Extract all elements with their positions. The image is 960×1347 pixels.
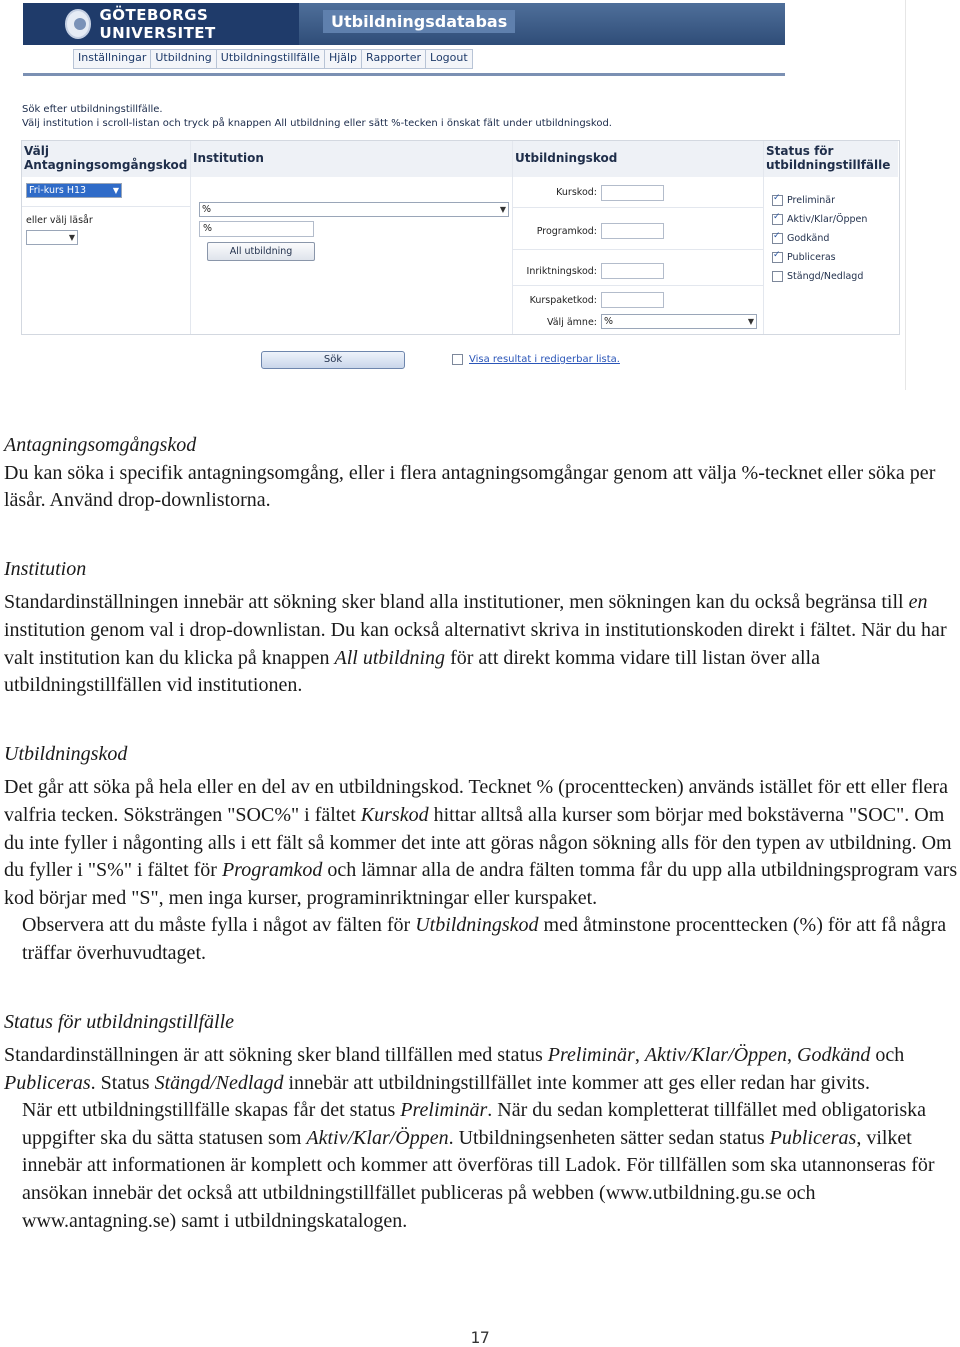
divider: [513, 207, 763, 208]
kurspaket-label: Kurspaketkod:: [529, 295, 597, 306]
emphasis: Kurskod: [360, 803, 429, 826]
seal-icon: [65, 9, 91, 39]
education-code-header: Utbildningskod: [513, 141, 763, 177]
checkbox-checked-icon[interactable]: [772, 252, 783, 263]
divider: [22, 206, 190, 207]
menu-utbildningstillfalle[interactable]: Utbildningstillfälle: [217, 50, 325, 68]
page-number: 17: [470, 1328, 490, 1347]
checkbox-checked-icon[interactable]: [772, 233, 783, 244]
status-preliminar[interactable]: [772, 195, 835, 206]
status-label: Preliminär: [787, 195, 836, 206]
status-column-header: [764, 141, 898, 177]
emphasis: Godkänd: [797, 1044, 871, 1067]
round-select-value: Fri-kurs H13: [29, 185, 87, 196]
kurskod-label: Kurskod:: [556, 187, 597, 198]
chevron-down-icon: ▼: [68, 233, 75, 242]
status-label: Aktiv/Klar/Öppen: [787, 214, 868, 225]
emphasis: All utbildning: [334, 646, 446, 669]
text-span: När ett utbildningstillfälle skapas får det status: [22, 1099, 401, 1122]
kurspaket-input[interactable]: [601, 292, 664, 308]
text-span: . Status: [90, 1071, 155, 1094]
heading-institution: Institution: [4, 557, 87, 580]
institution-select[interactable]: [199, 202, 509, 217]
text-span: och lämnar alla de andra fälten tomma får du upp alla utbildningsprogram vars kod börjar med "S", men inga kurser, programinriktningar eller kurspaket.: [4, 859, 958, 909]
para-antagning: Du kan söka i specifik antagningsomgång, eller i flera antagningsomgångar genom att välja %-tecknet eller söka per läsår. Använd drop-downlistorna.: [4, 461, 936, 512]
all-education-button[interactable]: All utbildning: [207, 242, 315, 261]
divider: [513, 249, 763, 250]
amne-select[interactable]: [601, 314, 757, 329]
text-span: hittar alltså alla kurser som börjar med bokstäverna "SOC". Om du inte fyller i någonting alls i ett fält så kommer det inte att göras någon sökning alls för den typen av utbildning. Om du fyller i "S%" i fältet för: [4, 803, 952, 882]
search-button[interactable]: Sök: [261, 351, 405, 369]
round-header-line1: Välj: [24, 144, 49, 158]
text-span: . När du sedan kompletterat tillfället med obligatoriska uppgifter ska du sätta statusen som: [22, 1099, 927, 1149]
year-select[interactable]: [26, 230, 78, 245]
text-span: och: [870, 1044, 905, 1067]
emphasis: Aktiv/Klar/Öppen: [306, 1126, 449, 1149]
institution-select-value: %: [202, 204, 212, 215]
text-span: Standardinställningen innebär att sökning sker bland alla institutioner, men sökningen kan du också begränsa till: [4, 591, 909, 614]
app-banner: [23, 3, 785, 77]
status-header-line1: Status för: [766, 144, 834, 158]
status-label: Publiceras: [787, 252, 836, 263]
emphasis: Preliminär: [400, 1099, 488, 1122]
figure-border: [905, 0, 906, 390]
main-menu: [73, 49, 473, 69]
inriktning-input[interactable]: [601, 263, 664, 279]
text-span: Observera att du måste fylla i något av fälten för: [22, 914, 416, 937]
heading-status: Status för utbildningstillfälle: [4, 1010, 235, 1033]
para-institution: [4, 589, 960, 699]
menu-hjalp[interactable]: Hjälp: [325, 50, 362, 68]
emphasis: en: [908, 591, 928, 614]
university-name: GÖTEBORGS UNIVERSITET: [99, 6, 216, 42]
round-header-line2: Antagningsomgångskod: [24, 158, 188, 172]
round-column: [22, 141, 191, 334]
text-span: ,: [787, 1044, 798, 1067]
text-span: ,: [634, 1044, 645, 1067]
menu-logout[interactable]: Logout: [430, 51, 468, 64]
emphasis: Stängd/Nedlagd: [154, 1071, 284, 1094]
text-span: . Utbildningsenheten sätter sedan status: [448, 1126, 770, 1149]
menu-installningar[interactable]: Inställningar: [74, 50, 151, 68]
search-instructions: [22, 103, 612, 131]
status-publiceras[interactable]: [772, 252, 836, 263]
education-code-column: [513, 141, 764, 334]
inriktning-label: Inriktningskod:: [526, 266, 597, 277]
chevron-down-icon: ▼: [112, 186, 119, 195]
text-span: Standardinställningen är att sökning sker bland tillfällen med status: [4, 1044, 548, 1067]
checkbox-checked-icon[interactable]: [772, 195, 783, 206]
status-label: Godkänd: [787, 233, 830, 244]
status-stangd[interactable]: [772, 271, 863, 282]
para-utbildningskod-2: [4, 912, 960, 967]
search-form: [21, 140, 900, 335]
institution-column: [191, 141, 513, 334]
chevron-down-icon: ▼: [747, 317, 754, 326]
status-aktiv[interactable]: [772, 214, 867, 225]
emphasis: Publiceras: [769, 1126, 857, 1149]
chevron-down-icon: ▼: [499, 205, 506, 214]
screenshot-figure: [0, 0, 960, 400]
divider: [513, 285, 763, 286]
status-column: [764, 141, 898, 334]
emphasis: Publiceras: [4, 1071, 91, 1094]
text-span: institution genom val i drop-downlistan. Du kan också alternativt skriva in institutionskoden direkt i fältet. När du har valt institution kan du klicka på knappen: [4, 618, 947, 669]
emphasis: Preliminär: [547, 1044, 635, 1067]
status-godkand[interactable]: [772, 233, 829, 244]
text-span: , vilket innebär att informationen är komplett och kommer att överföras till Ladok. För tillfällen som ska utannonseras för ansökan innebär det också att utbildningstillfället publiceras på webben (www.utbildning.gu.se och www.antagning.se) samt i utbildningskatalogen.: [22, 1126, 935, 1232]
round-select[interactable]: [26, 183, 122, 198]
year-label: eller välj läsår: [26, 215, 93, 226]
instruction-line-1: Sök efter utbildningstillfälle.: [22, 104, 163, 115]
text-span: Det går att söka på hela eller en del av en utbildningskod. Tecknet % (procenttecken) används istället för ett eller flera valfria tecken. Söksträngen "SOC%" i fältet: [4, 776, 948, 826]
checkbox-unchecked-icon[interactable]: [452, 354, 463, 365]
status-header-line2: utbildningstillfälle: [766, 158, 891, 172]
emphasis: Aktiv/Klar/Öppen: [644, 1044, 788, 1067]
emphasis: Utbildningskod: [415, 914, 539, 937]
text-span: innebär att utbildningstillfället inte kommer att ges eller redan har givits.: [283, 1071, 870, 1094]
document-body: [4, 432, 960, 1235]
round-column-header: [22, 141, 190, 177]
programkod-label: Programkod:: [536, 226, 597, 237]
para-utbildningskod-1: [4, 774, 960, 912]
instruction-line-2: Välj institution i scroll-listan och tryck på knappen All utbildning eller sätt %-tecken i önskat fält under utbildningskod.: [22, 118, 612, 129]
institution-input[interactable]: %: [199, 221, 314, 237]
database-title: Utbildningsdatabas: [323, 10, 515, 33]
menu-divider: [23, 73, 785, 76]
programkod-input[interactable]: [601, 223, 664, 239]
para-status-2: [4, 1097, 960, 1235]
text-span: med åtminstone procenttecken (%) för att få några träffar överhuvudtaget.: [22, 914, 947, 964]
menu-rapporter[interactable]: Rapporter: [362, 50, 426, 68]
emphasis: Programkod: [221, 859, 323, 882]
university-logo: [23, 3, 299, 45]
kurskod-input[interactable]: [601, 185, 664, 201]
editable-list-link[interactable]: Visa resultat i redigerbar lista.: [469, 354, 620, 365]
checkbox-checked-icon[interactable]: [772, 214, 783, 225]
heading-utbildningskod: Utbildningskod: [4, 742, 128, 765]
status-label: Stängd/Nedlagd: [787, 271, 864, 282]
checkbox-unchecked-icon[interactable]: [772, 271, 783, 282]
menu-utbildning[interactable]: Utbildning: [151, 50, 216, 68]
text-span: för att direkt komma vidare till listan över alla utbildningstillfällen vid institutionen.: [4, 646, 820, 697]
heading-antagning: Antagningsomgångskod: [4, 434, 197, 456]
amne-label: Välj ämne:: [546, 317, 597, 328]
amne-select-value: %: [604, 316, 614, 327]
institution-header: Institution: [191, 141, 512, 177]
editable-list-option[interactable]: [452, 354, 620, 365]
para-status-1: [4, 1042, 960, 1097]
